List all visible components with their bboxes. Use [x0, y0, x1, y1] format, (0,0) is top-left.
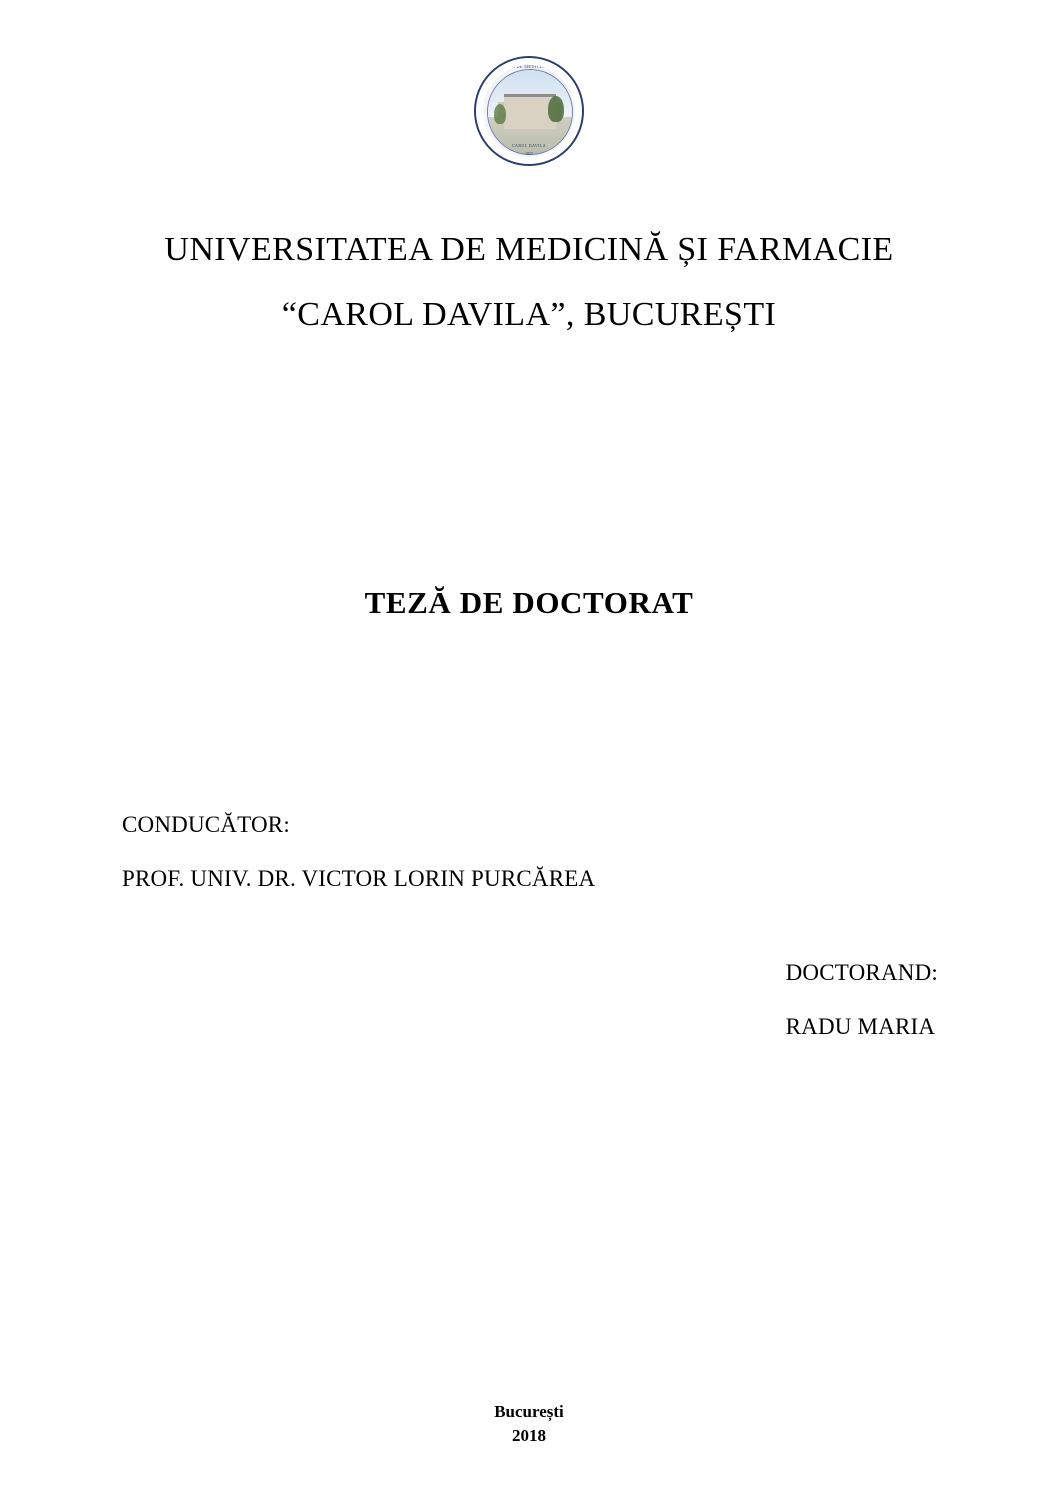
supervisor-name: PROF. UNIV. DR. VICTOR LORIN PURCĂREA — [122, 866, 596, 892]
footer-year: 2018 — [512, 1426, 546, 1446]
university-name-line-1: UNIVERSITATEA DE MEDICINĂ ȘI FARMACIE — [164, 231, 894, 268]
seal-ring-text-bottom: CAROL DAVILA — [511, 143, 547, 148]
seal-ring — [476, 58, 582, 164]
candidate-name: RADU MARIA — [785, 1014, 936, 1040]
university-seal-icon — [474, 56, 584, 166]
university-name-line-2: “CAROL DAVILA”, BUCUREȘTI — [281, 295, 777, 333]
document-footer — [0, 1400, 1058, 1449]
footer-city: București — [494, 1401, 564, 1421]
supervisor-role-label: CONDUCĂTOR: — [122, 812, 290, 837]
candidate-role-label: DOCTORAND: — [785, 960, 938, 985]
page-title: TEZĂ DE DOCTORAT — [364, 585, 694, 620]
seal-ring-text-top: UNIVERSITATEA DE MEDICINĂ ȘI FARMACIE — [477, 64, 581, 69]
university-seal — [0, 56, 1058, 166]
seal-ring-year: 1857 — [525, 151, 533, 156]
university-heading — [0, 218, 1058, 347]
candidate-block — [786, 946, 938, 1054]
supervisor-block — [122, 798, 595, 906]
